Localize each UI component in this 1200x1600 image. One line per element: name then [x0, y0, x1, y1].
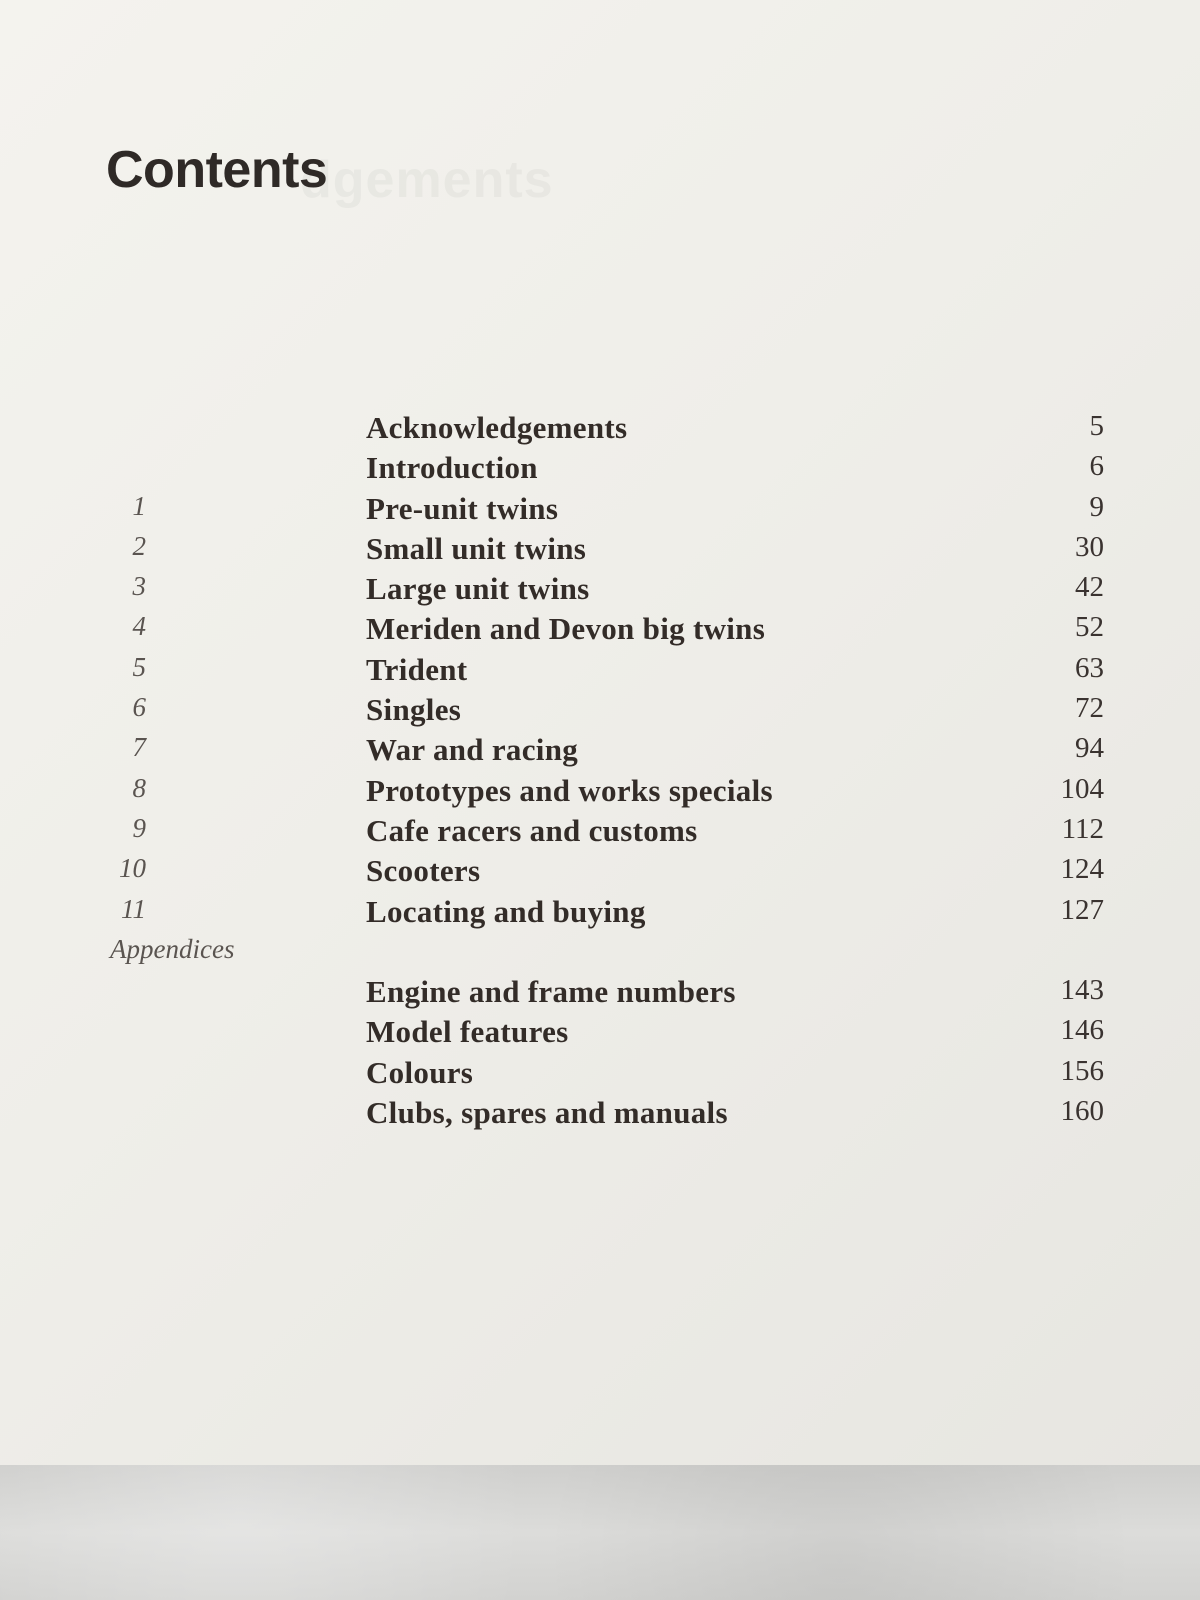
- chapter-title: Acknowledgements: [366, 410, 628, 445]
- page-number: 5: [1089, 410, 1104, 442]
- page-number: 6: [1089, 450, 1104, 483]
- appendix-row: [0, 1095, 1200, 1135]
- toc-row: [0, 531, 1200, 571]
- page-number: 104: [1060, 772, 1104, 805]
- chapter-number: 7: [132, 732, 146, 763]
- page-number: 124: [1060, 853, 1104, 886]
- chapter-title: Large unit twins: [366, 571, 590, 607]
- chapter-number: 8: [132, 772, 146, 803]
- chapter-number: 4: [132, 611, 146, 642]
- chapter-title: Meriden and Devon big twins: [366, 611, 766, 647]
- page-number: 127: [1060, 893, 1104, 926]
- toc-row: [0, 652, 1200, 692]
- chapter-number: 9: [132, 812, 146, 843]
- page-number: 9: [1089, 490, 1104, 523]
- table-surface: [0, 1465, 1200, 1600]
- appendices-heading: Appendices: [110, 933, 235, 964]
- chapter-title: Small unit twins: [366, 530, 587, 566]
- table-of-contents: [0, 410, 1200, 1135]
- toc-row: [0, 611, 1200, 651]
- chapter-title: Trident: [366, 651, 468, 687]
- toc-row: [0, 813, 1200, 853]
- toc-row: [0, 692, 1200, 732]
- appendix-title: Colours: [366, 1054, 474, 1090]
- chapter-title: Cafe racers and customs: [366, 812, 698, 848]
- page-number: 63: [1075, 651, 1104, 684]
- appendix-title: Engine and frame numbers: [366, 974, 736, 1010]
- page-number: 94: [1075, 732, 1104, 765]
- toc-row: [0, 410, 1200, 450]
- appendix-title: Model features: [366, 1014, 569, 1050]
- chapter-title: Locating and buying: [366, 893, 646, 929]
- page-number: 42: [1075, 571, 1104, 604]
- toc-row: [0, 491, 1200, 531]
- page-number: 160: [1060, 1095, 1104, 1128]
- chapter-title: Scooters: [366, 853, 481, 889]
- appendix-title: Clubs, spares and manuals: [366, 1095, 728, 1131]
- chapter-title: Singles: [366, 692, 462, 728]
- chapter-number: 5: [132, 651, 146, 682]
- page-number: 143: [1060, 974, 1104, 1007]
- toc-row: [0, 894, 1200, 934]
- chapter-number: 2: [132, 530, 146, 561]
- page-number: 72: [1075, 692, 1104, 725]
- toc-row: [0, 773, 1200, 813]
- toc-row: [0, 571, 1200, 611]
- chapter-title: Introduction: [366, 450, 538, 486]
- chapter-number: 10: [119, 853, 146, 884]
- chapter-title: Prototypes and works specials: [366, 772, 773, 808]
- page-number: 146: [1060, 1014, 1104, 1047]
- page-number: 30: [1075, 530, 1104, 563]
- chapter-title: War and racing: [366, 732, 579, 768]
- toc-row: [0, 853, 1200, 893]
- page-number: 52: [1075, 611, 1104, 644]
- chapter-number: 1: [132, 490, 146, 521]
- appendix-row: [0, 1055, 1200, 1095]
- show-through-text: dgements: [300, 151, 554, 209]
- chapter-title: Pre-unit twins: [366, 490, 559, 526]
- appendices-heading-row: [0, 934, 1200, 974]
- page-number: 112: [1061, 812, 1104, 845]
- page-title: Contents: [106, 141, 328, 199]
- page-number: 156: [1060, 1054, 1104, 1087]
- chapter-number: 11: [121, 893, 146, 924]
- chapter-number: 6: [132, 692, 146, 723]
- chapter-number: 3: [132, 571, 146, 602]
- appendix-row: [0, 1014, 1200, 1054]
- appendix-row: [0, 974, 1200, 1014]
- toc-row: [0, 732, 1200, 772]
- toc-row: [0, 450, 1200, 490]
